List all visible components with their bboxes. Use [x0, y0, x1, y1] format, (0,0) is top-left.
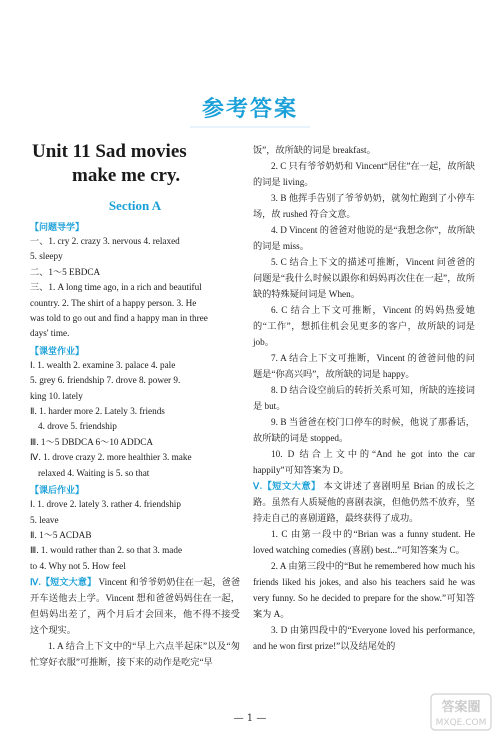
paragraph-text: 本文讲述了喜剧明星 Brian 的成长之路。虽然有人质疑他的喜剧表演，但他仍然不放弃，坚持走自己的喜剧道路，最终获得了成功。: [253, 481, 475, 523]
answer-line: Ⅰ. 1. wealth 2. examine 3. palace 4. pale: [30, 359, 176, 370]
top-margin: [0, 0, 500, 90]
right-column: [253, 142, 475, 654]
paragraph-text: 6. C 结合上下文可推断，Vincent 的妈妈热爱她的“工作”，想抓住机会见更多的客户，故所缺的词是 job。: [253, 305, 475, 347]
answer-line: Ⅱ. 1. harder more 2. Lately 3. friends: [30, 406, 165, 417]
paragraph-text: 饭”，故所缺的词是 breakfast。: [253, 145, 376, 155]
answer-line: Ⅰ. 1. drove 2. lately 3. rather 4. friendship: [30, 499, 181, 510]
answer-paragraph: [253, 446, 475, 478]
answer-line: was told to go out and find a happy man in three: [30, 313, 208, 324]
answer-paragraph: [253, 478, 475, 526]
paragraph-text: 8. D 结合设空前后的转折关系可知，所缺的连接词是 but。: [253, 385, 475, 411]
paragraph-text: 4. D Vincent 的爸爸对他说的是“我想念你”，故所缺的词是 miss。: [253, 225, 475, 251]
answer-paragraph: [253, 414, 475, 446]
paragraph-text: 3. D 由第四段中的“Everyone loved his performance, and he won first prize!”以及结尾处的: [253, 625, 475, 651]
answer-line: relaxed 4. Waiting is 5. so that: [38, 467, 150, 478]
answer-line: 5. grey 6. friendship 7. drove 8. power 9.: [30, 375, 181, 386]
answer-line: days' time.: [30, 328, 70, 339]
answer-line: country. 2. The shirt of a happy person. 3. He: [30, 297, 197, 308]
answer-paragraph: [253, 302, 475, 350]
svg-text:答案圈: 答案圈: [441, 700, 481, 715]
paragraph-text: Vincent 和爷爷奶奶住在一起，爸爸开车送他去上学。Vincent 想和爸爸妈妈住在一起，但妈妈出差了，两个月后才会回来，他不得不接受这个现实。: [30, 577, 241, 636]
left-column: [30, 140, 240, 670]
unit-title-line1: Unit 11 Sad movies: [32, 141, 187, 162]
answer-paragraph: [253, 222, 475, 254]
section-title: Section A: [108, 198, 162, 213]
answer-paragraph: [253, 526, 475, 558]
paragraph-text: 2. C 只有爷爷奶奶和 Vincent“居住”在一起，故所缺的词是 living。: [253, 161, 475, 187]
svg-text:MXQE.COM: MXQE.COM: [435, 718, 487, 728]
answer-line: 5. sleepy: [30, 251, 63, 262]
section-header: 【课后作业】: [30, 486, 85, 497]
paragraph-text: 5. C 结合上下文的描述可推断，Vincent 问爸爸的问题是“我什么时候以跟你和妈妈再次住在一起”，故所缺的特殊疑问词是 When。: [253, 257, 475, 299]
answer-line: Ⅳ. 1. drove crazy 2. more healthier 3. make: [30, 452, 192, 463]
answer-line: 二、1～5 EBDCA: [30, 266, 101, 277]
answer-paragraph: [253, 622, 475, 654]
answer-line: 4. drove 5. friendship: [38, 421, 117, 432]
right-answers: [253, 142, 475, 654]
paragraph-text: 1. A 结合上下文中的“早上六点半起床”以及“匆忙穿好衣服”可推断，接下来的动作是吃完“早: [30, 641, 240, 668]
answer-paragraph: [253, 158, 475, 190]
paragraph-text: 9. B 当爸爸在校门口停车的时候，他说了那番话，故所缺的词是 stopped。: [253, 417, 475, 443]
paragraph-text: 3. B 他挥手告别了爷爷奶奶，就匆忙跑到了小停车场，故 rushed 符合文意。: [253, 193, 475, 219]
paragraph-text: 1. C 由第一段中的“Brian was a funny student. He loved watching comedies (喜剧) best...”可知答案为 C。: [253, 529, 475, 555]
answer-line: Ⅲ. 1～5 DBDCA 6～10 ADDCA: [30, 436, 153, 447]
answer-paragraph: [30, 574, 240, 638]
section-header: 【问题导学】: [30, 223, 85, 233]
page-title: 参考答案: [201, 97, 298, 122]
section-header: 【课堂作业】: [30, 346, 85, 357]
watermark-logo-icon: [430, 693, 492, 731]
answer-line: king 10. lately: [30, 390, 83, 401]
answer-line: to 4. Why not 5. How feel: [30, 560, 126, 571]
paragraph-label: Ⅴ.【短文大意】: [253, 481, 321, 491]
answer-line: 三、1. A long time ago, in a rich and beautiful: [30, 282, 202, 293]
paragraph-text: 10. D 结合上文中的“And he got into the car happily”可知答案为 D。: [253, 449, 475, 475]
paragraph-text: 2. A 由第三段中的“But he remembered how much his friends liked his jokes, and also his teachers said he was very funny. So he decided to prepare for the show.”可知答案为 A。: [253, 561, 475, 619]
answer-paragraph: [253, 350, 475, 382]
answer-paragraph: [253, 190, 475, 222]
unit-title-line2: make me cry.: [72, 165, 181, 186]
paragraph-text: 7. A 结合上下文可推断，Vincent 的爸爸问他的问题是“你高兴吗”，故所缺的词是 happy。: [253, 353, 475, 379]
answer-paragraph: [253, 142, 475, 158]
answer-line: 5. leave: [30, 514, 59, 525]
unit-title: [30, 140, 240, 188]
answer-paragraph: [30, 638, 240, 670]
paragraph-label: Ⅳ.【短文大意】: [30, 577, 97, 588]
answer-paragraph: [253, 558, 475, 622]
answer-paragraph: [253, 254, 475, 302]
answer-line: Ⅲ. 1. would rather than 2. so that 3. made: [30, 545, 183, 556]
page-number: — 1 —: [233, 713, 267, 724]
answer-line: Ⅱ. 1～5 ACDAB: [30, 529, 92, 540]
left-answers: [30, 220, 240, 670]
answer-line: 一、1. cry 2. crazy 3. nervous 4. relaxed: [30, 236, 180, 246]
title-decoration: [190, 126, 310, 128]
answer-paragraph: [253, 382, 475, 414]
